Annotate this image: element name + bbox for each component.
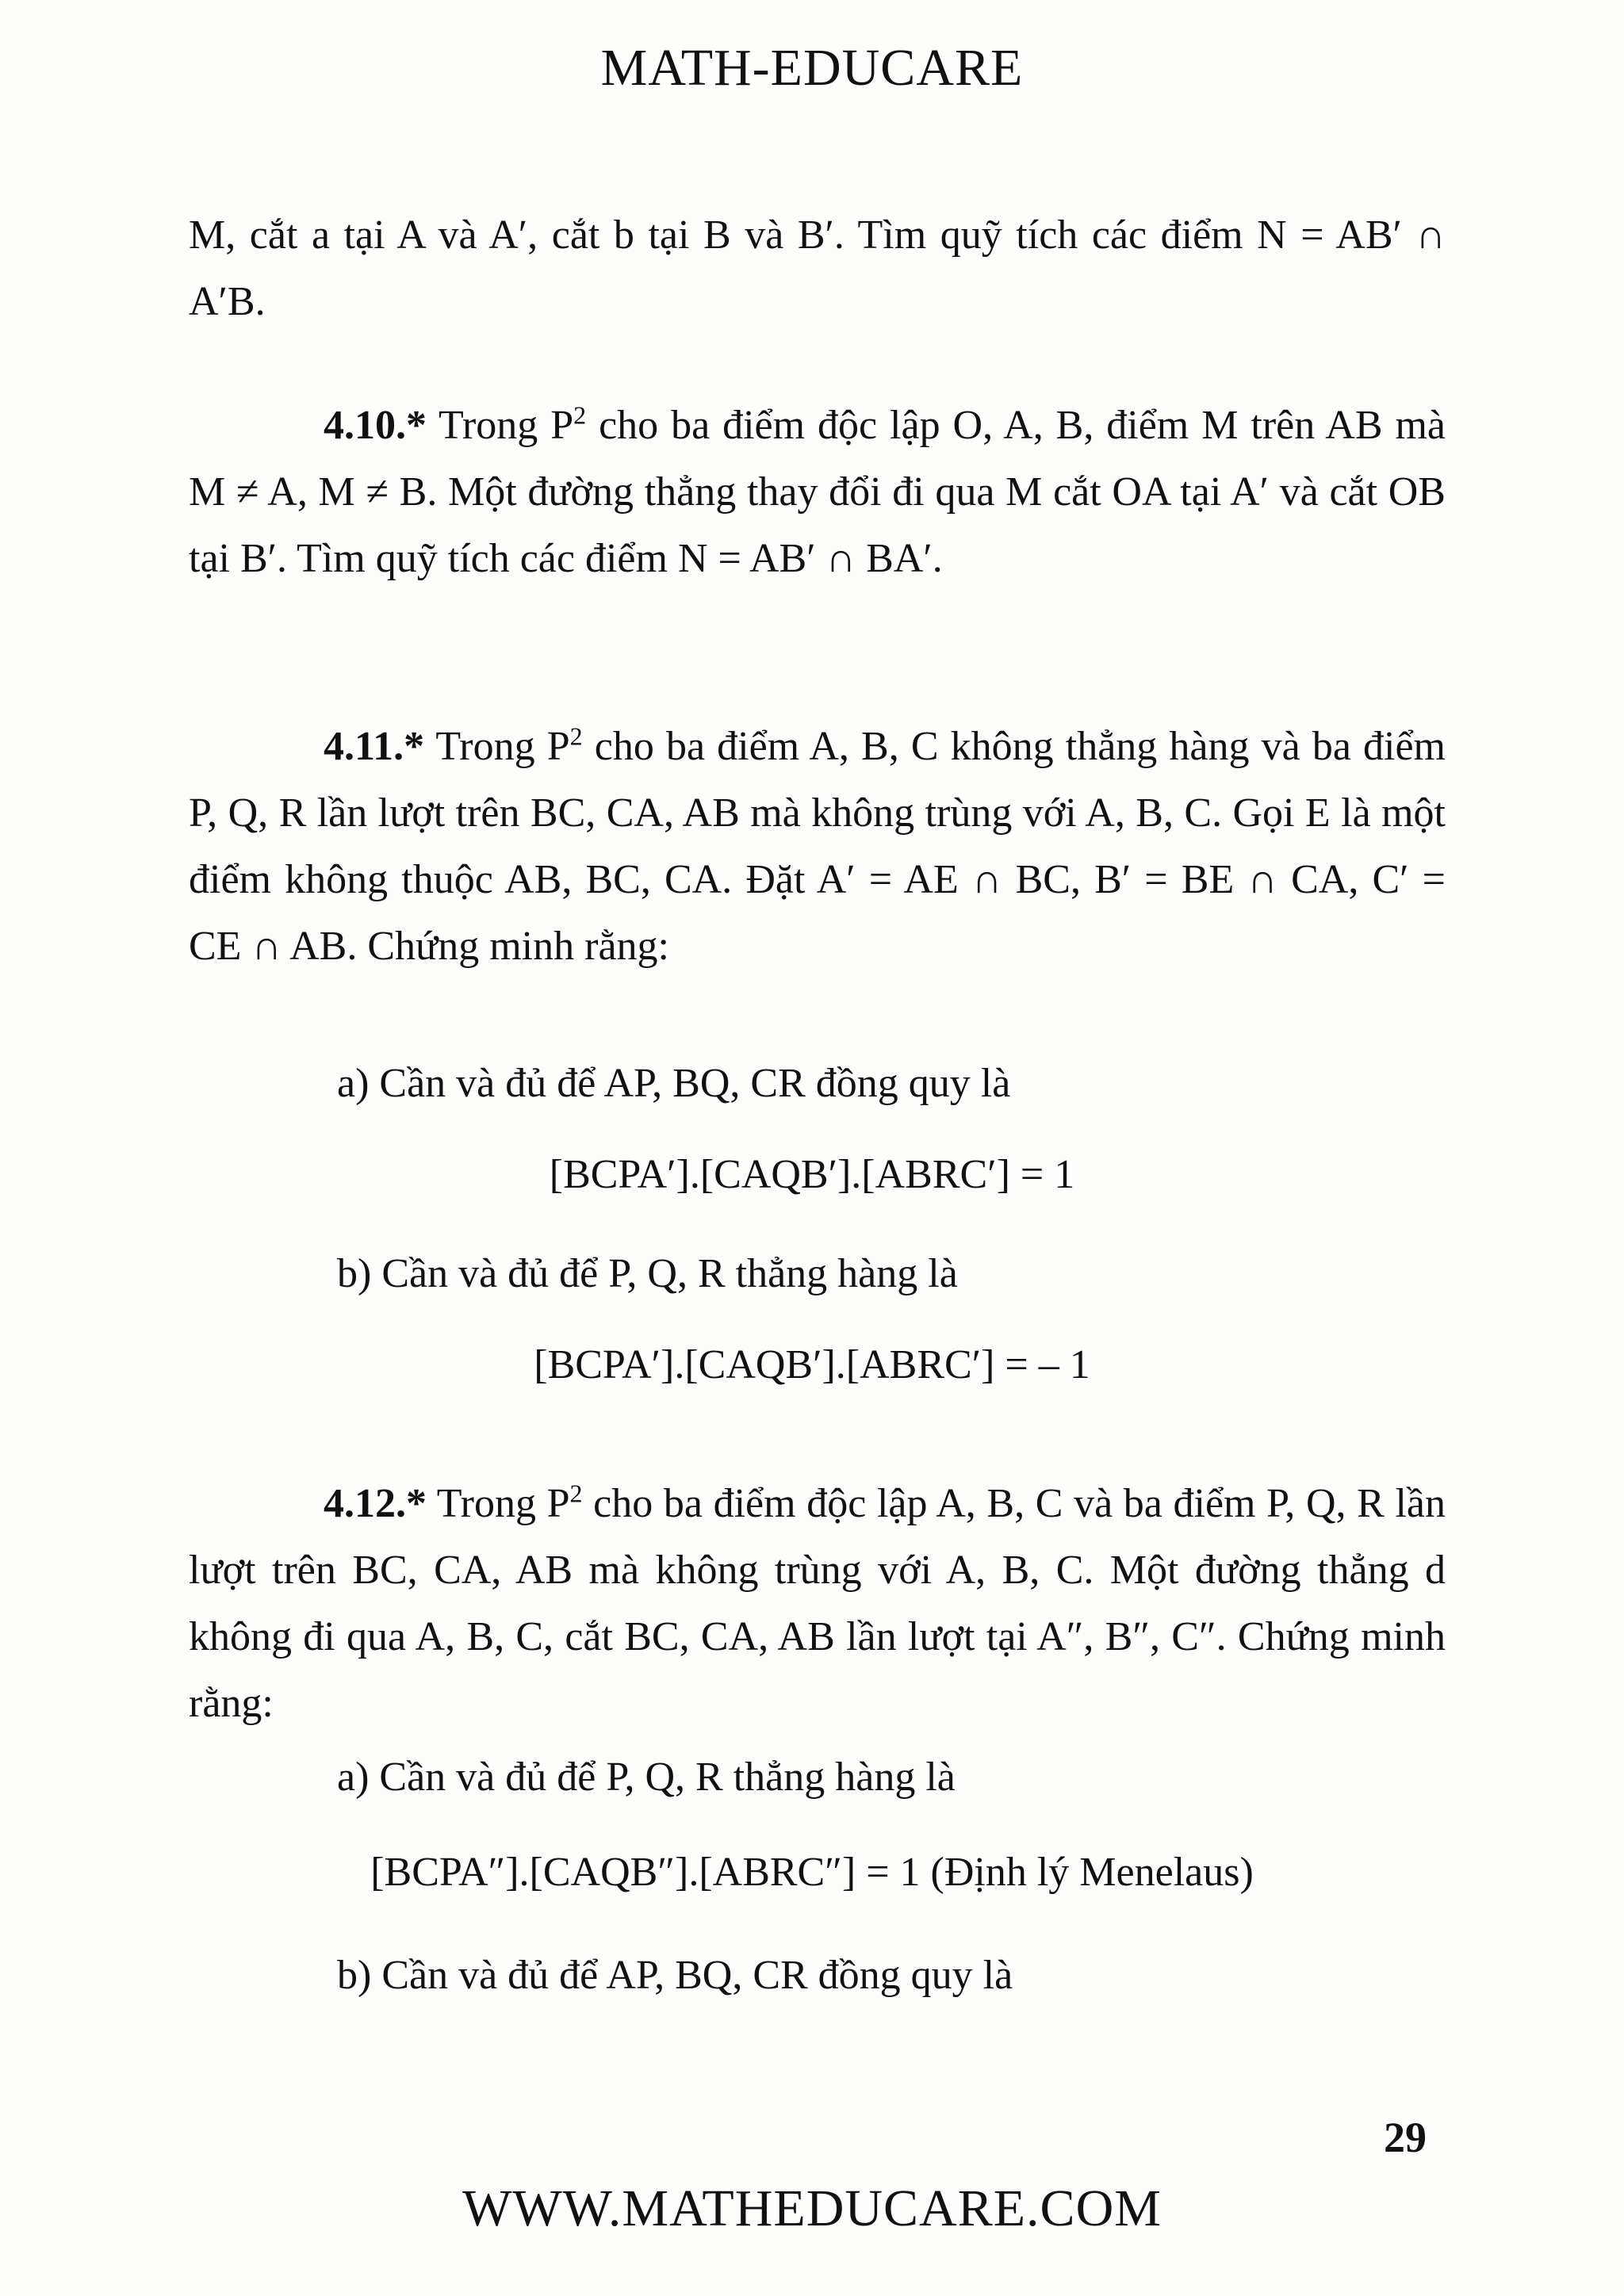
page-number: 29 (1384, 2114, 1427, 2161)
superscript: 2 (573, 400, 587, 430)
problem-4-11-part-b: b) Cần và đủ để P, Q, R thẳng hàng là (337, 1251, 958, 1296)
problem-text: Trong P (427, 403, 574, 448)
problem-label: 4.10.* (324, 403, 427, 448)
problem-text: cho ba điểm A, B, C không thẳng hàng và ba điểm P, Q, R lần lượt trên BC, CA, AB mà không trùng với A, B, C. Gọi E là một điểm không thuộc AB, BC, CA. Đặt A′ = AE ∩ BC, B′ = BE ∩ CA, C′ = CE ∩ AB. Chứng minh rằng: (189, 724, 1446, 969)
problem-label: 4.12.* (324, 1481, 427, 1526)
problem-4-12-formula-a: [BCPA″].[CAQB″].[ABRC″] = 1 (Định lý Menelaus) (370, 1850, 1254, 1895)
problem-4-11 (189, 714, 1446, 980)
continuation-paragraph: M, cắt a tại A và A′, cắt b tại B và B′. Tìm quỹ tích các điểm N = AB′ ∩ A′B. (189, 212, 1446, 324)
problem-4-11-formula-b: [BCPA′].[CAQB′].[ABRC′] = – 1 (534, 1342, 1090, 1387)
problem-4-10 (189, 392, 1446, 592)
superscript: 2 (569, 1479, 583, 1508)
problem-label: 4.11.* (324, 724, 425, 769)
problem-4-11-part-a: a) Cần và đủ để AP, BQ, CR đồng quy là (337, 1061, 1011, 1106)
problem-4-12-part-b: b) Cần và đủ để AP, BQ, CR đồng quy là (337, 1953, 1013, 1998)
problem-4-11-formula-a: [BCPA′].[CAQB′].[ABRC′] = 1 (549, 1152, 1075, 1197)
problem-4-12-part-a: a) Cần và đủ để P, Q, R thẳng hàng là (337, 1755, 956, 1800)
problem-4-12 (189, 1471, 1446, 1737)
problem-text: Trong P (424, 724, 570, 769)
problem-text: cho ba điểm độc lập A, B, C và ba điểm P, Q, R lần lượt trên BC, CA, AB mà không trùng với A, B, C. Một đường thẳng d không đi qua A, B, C, cắt BC, CA, AB lần lượt tại A″, B″, C″. Chứng minh rằng: (189, 1481, 1446, 1726)
header-title: MATH-EDUCARE (600, 39, 1024, 97)
problem-text: Trong P (427, 1481, 570, 1526)
footer-url: WWW.MATHEDUCARE.COM (462, 2179, 1162, 2237)
superscript: 2 (569, 721, 583, 751)
problem-text: cho ba điểm độc lập O, A, B, điểm M trên AB mà M ≠ A, M ≠ B. Một đường thẳng thay đổi đi qua M cắt OA tại A′ và cắt OB tại B′. Tìm quỹ tích các điểm N = AB′ ∩ BA′. (189, 403, 1446, 581)
